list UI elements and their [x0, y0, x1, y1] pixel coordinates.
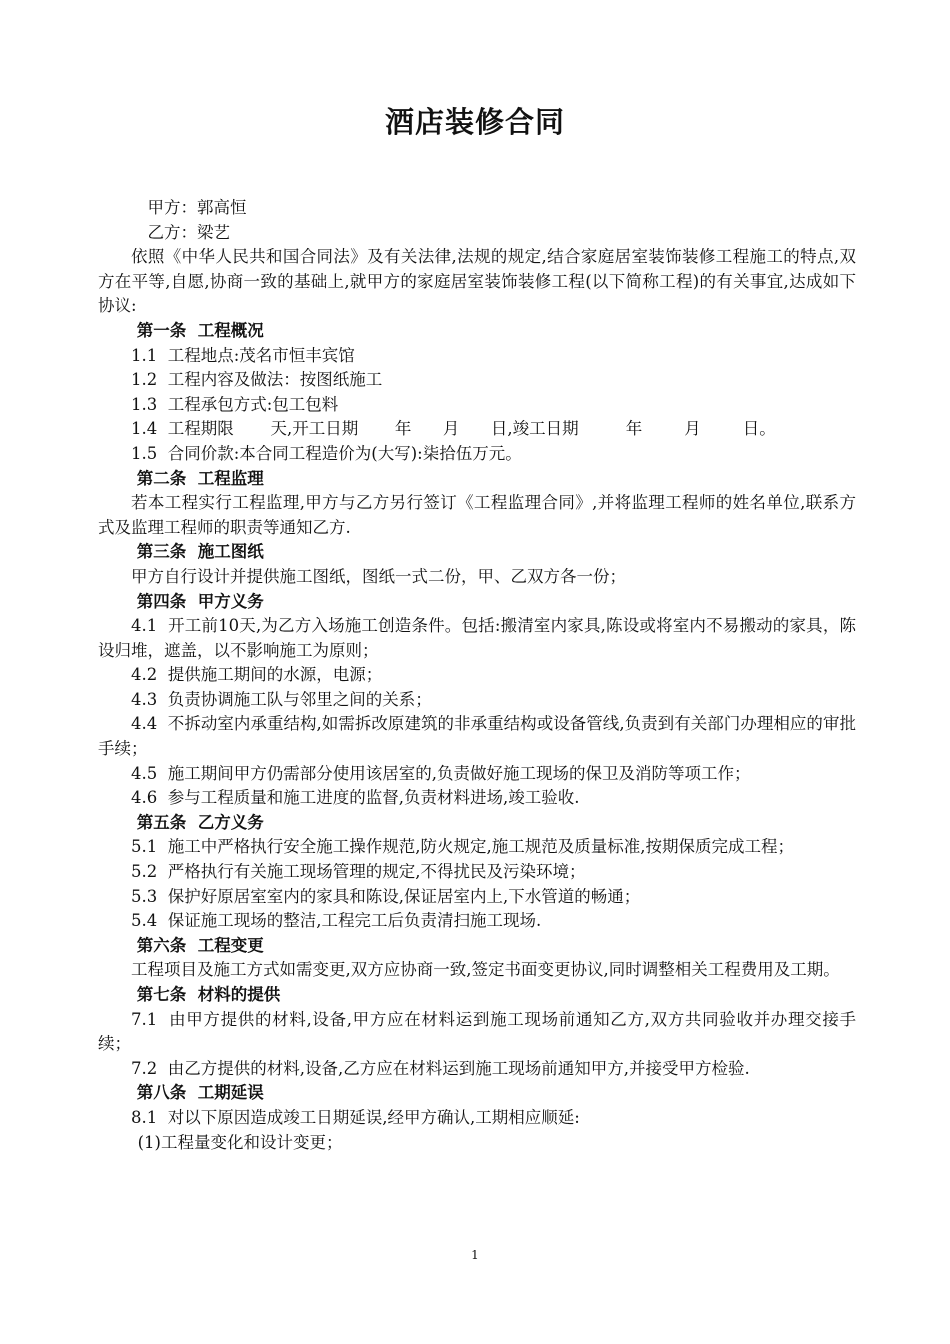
clause-paragraph: 1.5 合同价款:本合同工程造价为(大写):柒拾伍万元。 [131, 443, 522, 463]
clause-paragraph: 1.4 工程期限 天,开工日期 年 月 日,竣工日期 年 月 日。 [131, 419, 776, 439]
document-title: 酒店装修合同 [384, 105, 565, 139]
clause-paragraph: 4.2 提供施工期间的水源，电源； [131, 665, 383, 685]
document-body [98, 196, 856, 1155]
clause-paragraph: 4.5 施工期间甲方仍需部分使用该居室的,负责做好施工现场的保卫及消防等项工作； [131, 763, 751, 783]
section-heading: 第三条 施工图纸 [136, 542, 264, 562]
clause-paragraph: 1.3 工程承包方式:包工包料 [131, 394, 339, 414]
section-heading: 第七条 材料的提供 [136, 985, 281, 1004]
section-heading: 第五条 乙方义务 [136, 812, 264, 832]
page-number: 1 [471, 1248, 479, 1262]
section-heading: 第六条 工程变更 [136, 935, 264, 955]
clause-paragraph: 工程项目及施工方式如需变更,双方应协商一致,签定书面变更协议,同时调整相关工程费用及工期。 [131, 960, 840, 980]
clause-paragraph: 1.2 工程内容及做法：按图纸施工 [131, 370, 383, 390]
section-heading: 第四条 甲方义务 [136, 591, 264, 611]
clause-paragraph: 5.3 保护好原居室室内的家具和陈设,保证居室内上,下水管道的畅通； [131, 886, 641, 906]
clause-paragraph: 4.3 负责协调施工队与邻里之间的关系； [131, 689, 432, 709]
clause-paragraph: 7.1 由甲方提供的材料,设备,甲方应在材料运到施工现场前通知乙方,双方共同验收并办理交接手续； [98, 1009, 856, 1054]
party-b-line: 乙方：梁艺 [147, 222, 230, 242]
clause-paragraph: 5.4 保证施工现场的整洁,工程完工后负责清扫施工现场. [131, 911, 542, 931]
clause-paragraph: 若本工程实行工程监理,甲方与乙方另行签订《工程监理合同》,并将监理工程师的姓名单位,联系方式及监理工程师的职责等通知乙方. [98, 493, 856, 537]
clause-paragraph: 7.2 由乙方提供的材料,设备,乙方应在材料运到施工现场前通知甲方,并接受甲方检验. [131, 1058, 750, 1078]
clause-paragraph: 5.1 施工中严格执行安全施工操作规范,防火规定,施工规范及质量标准,按期保质完成工程； [131, 837, 794, 857]
clause-paragraph: 1.1 工程地点:茂名市恒丰宾馆 [131, 345, 355, 365]
clause-paragraph: 5.2 严格执行有关施工现场管理的规定,不得扰民及污染环境； [131, 862, 586, 882]
section-heading: 第一条 工程概况 [136, 320, 264, 340]
clause-paragraph: 4.4 不拆动室内承重结构,如需拆改原建筑的非承重结构或设备管线,负责到有关部门办理相应的审批手续； [98, 714, 856, 759]
clause-paragraph: 4.6 参与工程质量和施工进度的监督,负责材料进场,竣工验收. [131, 788, 580, 808]
preamble-paragraph: 依照《中华人民共和国合同法》及有关法律,法规的规定,结合家庭居室装饰装修工程施工的特点,双方在平等,自愿,协商一致的基础上,就甲方的家庭居室装饰装修工程(以下简称工程)的有关事宜,达成如下协议: [98, 247, 856, 316]
clause-paragraph: 8.1 对以下原因造成竣工日期延误,经甲方确认,工期相应顺延: [131, 1107, 580, 1127]
clause-paragraph: (1)工程量变化和设计变更； [137, 1132, 343, 1152]
section-heading: 第二条 工程监理 [136, 468, 264, 488]
clause-paragraph: 4.1 开工前10天,为乙方入场施工创造条件。包括:搬清室内家具,陈设或将室内不易搬动的家具，陈设归堆，遮盖，以不影响施工为原则； [98, 616, 856, 660]
party-a-line: 甲方：郭高恒 [147, 198, 247, 217]
clause-paragraph: 甲方自行设计并提供施工图纸，图纸一式二份，甲、乙双方各一份； [131, 566, 626, 586]
section-heading: 第八条 工期延误 [136, 1083, 264, 1103]
